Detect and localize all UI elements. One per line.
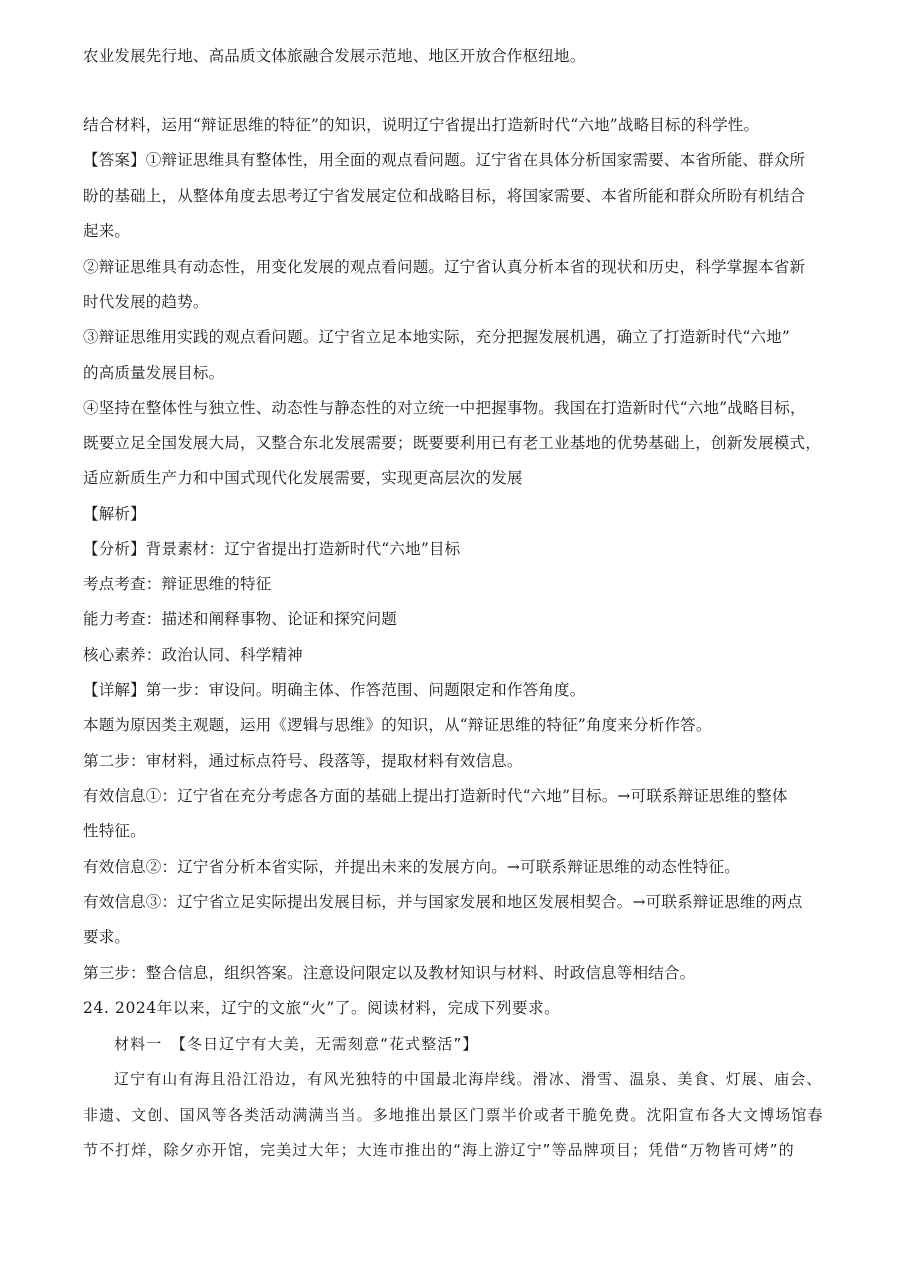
analysis-line: 能力考查：描述和阐释事物、论证和探究问题 <box>83 610 398 628</box>
answer-line: ②辩证思维具有动态性，用变化发展的观点看问题。辽宁省认真分析本省的现状和历史，科学掌握本省新 <box>83 258 806 276</box>
answer-line: ③辩证思维用实践的观点看问题。辽宁省立足本地实际，充分把握发展机遇，确立了打造新时代“六地” <box>83 328 791 346</box>
detail-line: 第三步：整合信息，组织答案。注意设问限定以及教材知识与材料、时政信息等相结合。 <box>83 964 696 982</box>
answer-line: ④坚持在整体性与独立性、动态性与静态性的对立统一中把握事物。我国在打造新时代“六地”战略目标， <box>83 399 806 417</box>
detail-line: 要求。 <box>83 928 131 946</box>
analysis-line: 【分析】背景素材：辽宁省提出打造新时代“六地”目标 <box>83 540 461 558</box>
question-24-title: 24. 2024年以来，辽宁的文旅“火”了。阅读材料，完成下列要求。 <box>83 999 561 1017</box>
question-prompt: 结合材料，运用“辩证思维的特征”的知识，说明辽宁省提出打造新时代“六地”战略目标的科学性。 <box>83 116 760 134</box>
answer-line: 既要立足全国发展大局，又整合东北发展需要；既要要利用已有老工业基地的优势基础上，创新发展模式， <box>83 434 821 452</box>
text-line: 农业发展先行地、高品质文体旅融合发展示范地、地区开放合作枢纽地。 <box>83 47 586 65</box>
material-line: 节不打烊，除夕亦开馆，完美过大年；大连市推出的“海上游辽宁”等品牌项目；凭借“万物皆可烤”的 <box>83 1141 795 1159</box>
detail-line: 有效信息②：辽宁省分析本省实际，并提出未来的发展方向。→可联系辩证思维的动态性特征。 <box>83 858 740 876</box>
answer-line: 的高质量发展目标。 <box>83 364 225 382</box>
material-line: 非遗、文创、国风等各类活动满满当当。多地推出景区门票半价或者干脆免费。沈阳宣布各大文博场馆春 <box>83 1106 824 1124</box>
detail-line: 【详解】第一步：审设问。明确主体、作答范围、问题限定和作答角度。 <box>83 681 586 699</box>
material-line: 辽宁有山有海且沿江沿边，有风光独特的中国最北海岸线。滑冰、滑雪、温泉、美食、灯展、庙会、 <box>114 1070 823 1088</box>
answer-line: 盼的基础上，从整体角度去思考辽宁省发展定位和战略目标，将国家需要、本省所能和群众所盼有机结合 <box>83 187 806 205</box>
analysis-heading: 【解析】 <box>83 505 146 523</box>
answer-line: 时代发展的趋势。 <box>83 293 209 311</box>
answer-line: 适应新质生产力和中国式现代化发展需要，实现更高层次的发展 <box>83 469 523 487</box>
detail-line: 有效信息③：辽宁省立足实际提出发展目标，并与国家发展和地区发展相契合。→可联系辩证思维的两点 <box>83 893 803 911</box>
answer-line: 起来。 <box>83 222 131 240</box>
detail-line: 第二步：审材料，通过标点符号、段落等，提取材料有效信息。 <box>83 752 523 770</box>
material-heading: 材料一 【冬日辽宁有大美，无需刻意“花式整活”】 <box>114 1035 479 1053</box>
analysis-line: 考点考查：辩证思维的特征 <box>83 575 272 593</box>
detail-line: 性特征。 <box>83 822 146 840</box>
analysis-line: 核心素养：政治认同、科学精神 <box>83 646 303 664</box>
detail-line: 本题为原因类主观题，运用《逻辑与思维》的知识，从“辩证思维的特征”角度来分析作答。 <box>83 716 712 734</box>
answer-line: 【答案】①辩证思维具有整体性，用全面的观点看问题。辽宁省在具体分析国家需要、本省所能、群众所 <box>83 151 806 169</box>
detail-line: 有效信息①：辽宁省在充分考虑各方面的基础上提出打造新时代“六地”目标。→可联系辩证思维的整体 <box>83 787 788 805</box>
